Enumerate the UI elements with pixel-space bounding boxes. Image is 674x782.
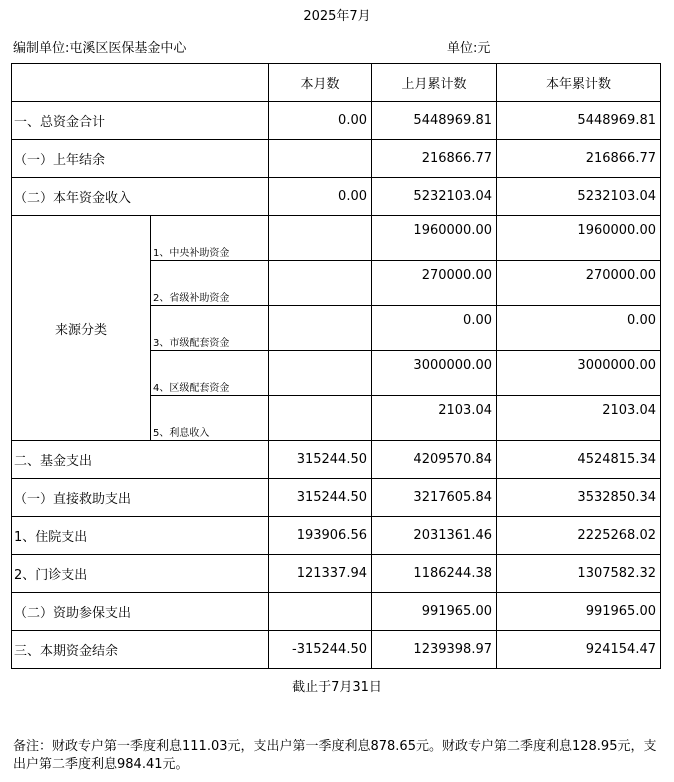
row-label: （二）本年资金收入 (12, 178, 269, 216)
table-row (12, 631, 661, 669)
row-year-value: 216866.77 (497, 140, 661, 178)
row-prev-value: 3217605.84 (372, 479, 497, 517)
row-prev-value: 991965.00 (372, 593, 497, 631)
row-prev-value: 5448969.81 (372, 102, 497, 140)
header-cell-prev: 上月累计数 (372, 64, 497, 102)
table-row (12, 479, 661, 517)
row-prev-value: 216866.77 (372, 140, 497, 178)
row-prev-value: 5232103.04 (372, 178, 497, 216)
source-group-label: 来源分类 (12, 216, 151, 441)
row-year-value: 991965.00 (497, 593, 661, 631)
row-year-value: 1307582.32 (497, 555, 661, 593)
row-prev-value: 4209570.84 (372, 441, 497, 479)
row-prev-value: 1186244.38 (372, 555, 497, 593)
row-year-value: 3532850.34 (497, 479, 661, 517)
table-row (12, 555, 661, 593)
header-cell-label (12, 64, 269, 102)
row-month-value: 193906.56 (269, 517, 372, 555)
row-month-value: 315244.50 (269, 441, 372, 479)
header-cell-year: 本年累计数 (497, 64, 661, 102)
header-cell-month: 本月数 (269, 64, 372, 102)
table-row (12, 441, 661, 479)
source-month-value (269, 261, 372, 306)
table-row (12, 593, 661, 631)
table-row (12, 102, 661, 140)
source-year-value: 2103.04 (497, 396, 661, 441)
currency-unit-label: 单位:元 (447, 41, 491, 56)
row-month-value: 0.00 (269, 178, 372, 216)
fund-report-table (11, 63, 661, 669)
source-year-value: 0.00 (497, 306, 661, 351)
table-header-row (12, 64, 661, 102)
remarks-note: 备注：财政专户第一季度利息111.03元，支出户第一季度利息878.65元。财政专户第二季度利息128.95元，支出户第二季度利息984.41元。 (13, 739, 657, 772)
source-prev-value: 0.00 (372, 306, 497, 351)
row-month-value (269, 593, 372, 631)
source-item-label: 5、利息收入 (151, 396, 269, 441)
row-year-value: 2225268.02 (497, 517, 661, 555)
row-month-value (269, 140, 372, 178)
row-year-value: 5448969.81 (497, 102, 661, 140)
row-label: （一）直接救助支出 (12, 479, 269, 517)
source-item-label: 1、中央补助资金 (151, 216, 269, 261)
row-month-value: 121337.94 (269, 555, 372, 593)
row-month-value: 0.00 (269, 102, 372, 140)
source-item-label: 4、区级配套资金 (151, 351, 269, 396)
row-label: 一、总资金合计 (12, 102, 269, 140)
cutoff-date: 截止于7月31日 (292, 680, 382, 695)
row-label: 2、门诊支出 (12, 555, 269, 593)
source-prev-value: 3000000.00 (372, 351, 497, 396)
row-month-value: 315244.50 (269, 479, 372, 517)
row-label: （二）资助参保支出 (12, 593, 269, 631)
source-month-value (269, 216, 372, 261)
table-row (12, 517, 661, 555)
table-row (12, 178, 661, 216)
source-prev-value: 1960000.00 (372, 216, 497, 261)
row-year-value: 4524815.34 (497, 441, 661, 479)
source-year-value: 270000.00 (497, 261, 661, 306)
source-item-label: 2、省级补助资金 (151, 261, 269, 306)
row-prev-value: 1239398.97 (372, 631, 497, 669)
row-label: 三、本期资金结余 (12, 631, 269, 669)
source-prev-value: 270000.00 (372, 261, 497, 306)
row-month-value: -315244.50 (269, 631, 372, 669)
table-row (12, 216, 661, 261)
organization-label: 编制单位:屯溪区医保基金中心 (13, 41, 187, 56)
source-year-value: 3000000.00 (497, 351, 661, 396)
source-item-label: 3、市级配套资金 (151, 306, 269, 351)
source-month-value (269, 351, 372, 396)
report-date: 2025年7月 (303, 9, 371, 24)
row-year-value: 924154.47 (497, 631, 661, 669)
row-label: 二、基金支出 (12, 441, 269, 479)
source-year-value: 1960000.00 (497, 216, 661, 261)
table-row (12, 140, 661, 178)
source-month-value (269, 306, 372, 351)
row-year-value: 5232103.04 (497, 178, 661, 216)
row-label: （一）上年结余 (12, 140, 269, 178)
source-prev-value: 2103.04 (372, 396, 497, 441)
source-month-value (269, 396, 372, 441)
row-prev-value: 2031361.46 (372, 517, 497, 555)
row-label: 1、住院支出 (12, 517, 269, 555)
